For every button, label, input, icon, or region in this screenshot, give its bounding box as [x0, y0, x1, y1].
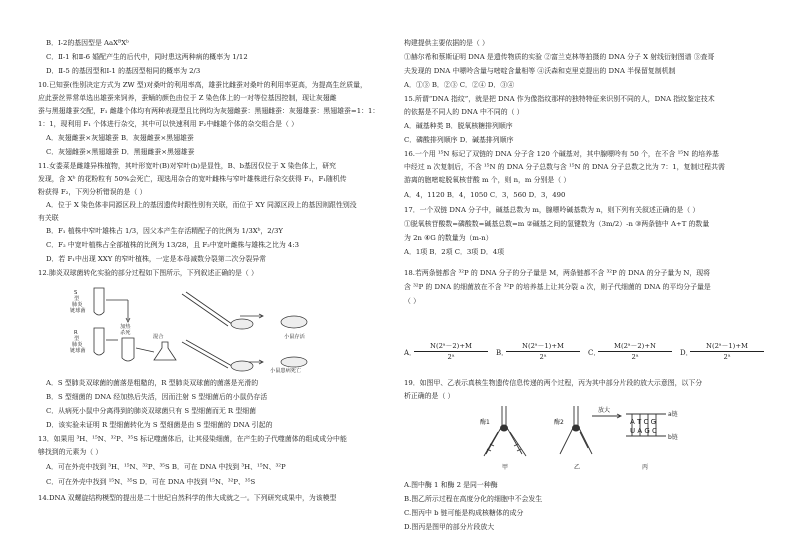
option-line: A．1项 B．2项 C．3项 D．4项 [404, 248, 505, 256]
r-tube-icon [94, 328, 104, 355]
r-strain-label: R [74, 330, 78, 336]
heated-tube-icon [122, 338, 134, 361]
option-line: A．位于 X 染色体非同源区段上的基因遗传时跟性别有关联，而位于 XY 同源区段上的基因则跟性别没 [46, 201, 357, 209]
option-line: B.图乙所示过程在高度分化的细胞中不会发生 [404, 495, 543, 503]
fraction [690, 340, 764, 361]
right-column [404, 0, 776, 560]
option-line: D.图丙是图甲的部分片段放大 [404, 523, 495, 531]
figure-bing-label: 丙 [642, 464, 649, 471]
option-line: C．可在外壳中找到 ¹⁵N、³⁵S D．可在 DNA 中找到 ¹⁵N、³²P、³⁵S [46, 478, 256, 486]
option-letter: D． [680, 349, 693, 357]
option-line: A．①③ B．②③ C．②④ D．③④ [404, 81, 515, 89]
enzyme2-icon [572, 425, 580, 432]
mix-flask-icon [154, 342, 176, 360]
question-17-stem: 17．一个双链 DNA 分子中，碱基总数为 m，腺嘌呤碱基数为 n，则下列有关叙述正确的是（ ） [404, 206, 700, 214]
fraction-numerator: N(2ᵃ－1)+M [506, 340, 580, 352]
option-line: C．F₂ 中宽叶植株占全部植株的比例为 13/28，且 F₂中宽叶雌株与雄株之比为 4:3 [46, 241, 300, 249]
option-line: D．若 F₁中出现 XXY 的窄叶植株，一定是本母减数分裂第二次分裂异常 [46, 255, 267, 263]
s-tube-icon [94, 288, 104, 315]
sequence-top: A T C G [630, 418, 657, 426]
magnify-label: 放大 [598, 407, 611, 414]
heat-kill-label: 加热 [120, 324, 131, 330]
question-13-stem: 13．如果用 ³H、¹⁵N、³²P、³⁵S 标记噬菌体后，让其侵染细菌，在产生的子代噬菌体的组成成分中能 [38, 435, 347, 443]
mouse-icon [231, 319, 253, 329]
option-line: C．从病死小鼠中分离得到的肺炎双球菌只有 S 型细菌而无 R 型细菌 [46, 407, 256, 415]
text-line: C．Ⅱ-1 和Ⅱ-6 婚配产生的后代中，同时患这两种病的概率为 1/12 [46, 53, 248, 61]
option-line: C．磷酸排列顺序 D．碱基排列顺序 [404, 136, 514, 144]
mix-label: 混合 [153, 334, 164, 340]
heat-kill-label: 杀死 [120, 330, 131, 336]
fraction-denominator: 2ᵃ [447, 353, 455, 361]
fraction-denominator: 2ᵃ [723, 353, 731, 361]
syringe-icon [182, 294, 228, 326]
s-strain-label: 型 [74, 296, 80, 302]
option-line: B．F₁ 植株中窄叶雄株占 1/3，因父本产生存活精配子的比例为 1/3Xᵇ，2/3Y [46, 227, 283, 235]
question-18-stem: 18.若两条链都含 ³²P 的 DNA 分子的分子量是 M，两条链都不含 ³²P 的 DNA 的分子量为 N，现将 [404, 269, 711, 277]
mouse-alive-icon [281, 316, 307, 328]
option-line: A．可在外壳中找到 ³H、¹⁵N、³²P、³⁵S B．可在 DNA 中找到 ³H、¹⁵N、³²P [46, 463, 286, 471]
fraction-denominator: 2ᵃ [631, 353, 639, 361]
r-strain-label: 肺炎 [72, 342, 83, 348]
text-line: 析正确的是（ ） [404, 392, 455, 400]
text-line: B．Ⅰ-2的基因型是 AaXᴮXᵇ [46, 39, 129, 47]
option-line: C．灰翅雌蚕×黑翅雄蚕 D．黑翅雌蚕×黑翅雄蚕 [46, 148, 195, 156]
text-line: 粉获得 F₂，下列分析错误的是（ ） [38, 188, 147, 196]
syringe-icon [182, 342, 228, 368]
option-line: A.图中酶 1 和酶 2 是同一种酶 [404, 481, 498, 489]
fraction [414, 340, 488, 361]
fraction-numerator: N(2ᵃ－1)+M [690, 340, 764, 352]
mouse-icon [231, 361, 253, 371]
s-strain-label: 链球菌 [70, 308, 86, 314]
fraction-numerator: N(2ᵃ－2)+M [414, 340, 488, 352]
text-line: 夫发现的 DNA 中嘌呤含量与嘧啶含量相等 ④沃森和克里克提出的 DNA 半保留复制机制 [404, 67, 676, 75]
fraction [598, 340, 672, 361]
mouse-dead-icon [281, 357, 307, 367]
text-line: 含 ³²P 的 DNA 的细菌放在不含 ³²P 的培养基上让其分裂 a 次，则子代细菌的 DNA 的平均分子量是 [404, 283, 711, 291]
text-line: 为 2n ④G 的数量为（m-n） [404, 234, 493, 242]
figure-yi-label: 乙 [574, 464, 581, 471]
text-line: 1：1，现利用 F₁ 个体进行杂交，其中可以快速利用 F₂中雌雄个体的杂交组合是（ ） [38, 120, 299, 128]
s-strain-label: 肺炎 [72, 302, 83, 308]
r-strain-label: 型 [74, 336, 80, 342]
mouse-alive-label: 小鼠存活 [284, 334, 305, 340]
chain-a-label: a链 [668, 411, 678, 418]
s-strain-label: S [74, 290, 78, 296]
option-letter: C． [588, 349, 601, 357]
mouse-dead-label: 小鼠患病死亡 [270, 368, 302, 374]
sequence-bottom: U A G C [630, 427, 657, 435]
text-line: 蚕与黑翅雄蚕交配，F₁ 雌雄个体均有两种表现型且比例均为灰翅雌蚕：黑翅雌蚕：灰翅雄蚕：黑翅雄蚕=1：1： [38, 107, 380, 115]
chain-b-label: b链 [668, 434, 678, 441]
fraction-denominator: 2ᵃ [539, 353, 547, 361]
question-11-stem: 11.女娄菜是雌雄异株植物，其叶形宽叶(B)对窄叶(b)是显性，B、b基因仅位于 X 染色体上，研究 [38, 162, 337, 170]
option-line: A．4，1120 B．4，1050 C．3，560 D．3，490 [404, 191, 566, 199]
option-letter: A． [404, 349, 417, 357]
option-line: A．S 型肺炎双球菌的菌落是粗糙的，R 型肺炎双球菌的菌落是光滑的 [46, 379, 259, 387]
text-line: 发现，含 Xᵇ 的花粉粒有 50%会死亡，现选用杂合的宽叶雌株与窄叶雄株进行杂交获得 F₁，F₁随机传 [38, 175, 347, 183]
text-line: 够找到的元素为（ ） [38, 448, 103, 456]
question-14-stem: 14.DNA 双螺旋结构模型的提出是二十世纪自然科学的伟大成就之一。下列研究成果中，为该模型 [38, 494, 337, 502]
text-line: 中经过 n 次复制后，不含 ¹⁵N 的 DNA 分子总数与含 ¹⁵N 的 DNA 分子总数之比为 7：1，复制过程共需 [404, 163, 725, 171]
text-line: 应此蚕丝界常单选出雄蚕来饲养，蚕蛹的颜色由位于 Z 染色体上的一对等位基因控制，现让灰翅雌 [38, 94, 337, 102]
text-line: ①赫尔希和蔡斯证明 DNA 是遗传物质的实验 ②富兰克林等拍摄的 DNA 分子 X 射线衍射图谱 ③查哥 [404, 53, 715, 61]
question-19-stem: 19．如图甲、乙表示真核生物遗传信息传递的两个过程，丙为其中部分片段的放大示意图，以下分 [404, 379, 703, 387]
enzyme1-icon [500, 425, 508, 432]
figure-jia-label: 甲 [502, 464, 509, 471]
text-line: ①脱氧核苷酸数=磷酸数=碱基总数=m ②碱基之间的氢键数为（3m/2）-n ③两条链中 A+T 的数量 [404, 220, 710, 228]
transformation-experiment-figure [58, 286, 328, 374]
left-column [38, 0, 386, 560]
enzyme1-label: 酶1 [480, 419, 490, 426]
fraction-numerator: M(2ᵃ－2)+N [598, 340, 672, 352]
option-line: B．S 型细菌的 DNA 经加热后失活，因而注射 S 型细菌后的小鼠仍存活 [46, 393, 268, 401]
text-line: D．Ⅱ-5 的基因型和Ⅰ-1 的基因型相同的概率为 2/3 [46, 67, 201, 75]
enzyme2-label: 酶2 [554, 419, 564, 426]
option-letter: B． [496, 349, 509, 357]
fraction [506, 340, 580, 361]
option-line: D．该实验未证明 R 型细菌转化为 S 型细菌是由 S 型细菌的 DNA 引起的 [46, 421, 273, 429]
text-line: 的依据是不同人的 DNA 中不同的（ ） [404, 108, 524, 116]
text-line: 构建提供主要依据的是（ ） [404, 39, 489, 47]
question-16-stem: 16.一个用 ¹⁵N 标记了双链的 DNA 分子含 120 个碱基对，其中腺嘌呤有 50 个，在不含 ¹⁵N 的培养基 [404, 150, 719, 158]
text-line: （ ） [404, 297, 420, 305]
question-15-stem: 15.所谓“DNA 指纹”，就是把 DNA 作为像指纹那样的独特特征来识别不同的人，DNA 指纹鉴定技术 [404, 95, 715, 103]
option-line: A．碱基种类 B．脱氧核糖排列顺序 [404, 122, 513, 130]
option-line: A．灰翅雌蚕×灰翅雄蚕 B．灰翅雌蚕×黑翅雄蚕 [46, 134, 194, 142]
gene-expression-figure [474, 402, 694, 474]
question-12-stem: 12.肺炎双球菌转化实验的部分过程如下图所示，下列叙述正确的是（ ） [38, 269, 258, 277]
option-line: C.图丙中 b 链可能是构成核糖体的成分 [404, 509, 524, 517]
text-line: 游离的胞嘧啶脱氧核苷酸 m 个，则 n，m 分别是（ ） [404, 176, 571, 184]
r-strain-label: 链球菌 [70, 348, 86, 354]
text-line: 有关联 [38, 214, 59, 222]
question-10-stem: 10.已知蚕(性别决定方式为 ZW 型)对桑叶的利用率高，雄蚕比雌蚕对桑叶的利用率更高，为提高生丝质量， [38, 81, 367, 89]
